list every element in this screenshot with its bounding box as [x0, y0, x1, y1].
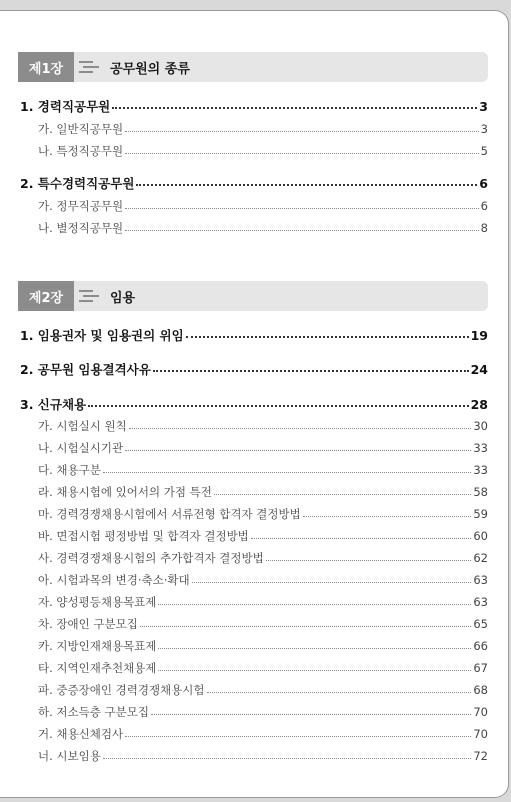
- entry-page: 58: [473, 485, 488, 499]
- entry-title: 카. 지방인재채용목표제: [38, 639, 157, 653]
- toc-entry[interactable]: [38, 615, 488, 633]
- entry-title: 바. 면접시험 평정방법 및 합격자 결정방법: [38, 529, 249, 543]
- dot-leader: [151, 714, 471, 715]
- entry-title: 가. 일반직공무원: [38, 122, 124, 136]
- entry-title: 사. 경력경쟁채용시험의 추가합격자 결정방법: [38, 551, 264, 565]
- entry-title: 나. 별정직공무원: [38, 221, 124, 235]
- dot-leader: [112, 107, 477, 109]
- entry-page: 33: [473, 463, 488, 477]
- stacked-lines-icon: [76, 281, 102, 311]
- toc-entry[interactable]: [38, 461, 488, 479]
- entry-page: 70: [473, 727, 488, 741]
- entry-title: 다. 채용구분: [38, 463, 101, 477]
- entry-page: 60: [473, 529, 488, 543]
- toc-entry[interactable]: [38, 505, 488, 523]
- toc-entry[interactable]: [38, 725, 488, 743]
- entry-title: 나. 시험실시기관: [38, 441, 124, 455]
- dot-leader: [186, 336, 469, 338]
- dot-leader: [125, 230, 479, 231]
- entry-title: 자. 양성평등채용목표제: [38, 595, 157, 609]
- entry-page: 70: [473, 705, 488, 719]
- dot-leader: [251, 538, 472, 539]
- toc-entry[interactable]: [38, 142, 488, 160]
- entry-page: 62: [473, 551, 488, 565]
- entry-title: 1. 임용권자 및 임용권의 위임: [20, 328, 184, 343]
- dot-leader: [158, 648, 471, 649]
- toc-entry[interactable]: [38, 747, 488, 765]
- entry-page: 19: [470, 327, 488, 343]
- entry-title: 가. 시험실시 원칙: [38, 419, 127, 433]
- entry-page: 33: [473, 441, 488, 455]
- entry-title: 아. 시험과목의 변경·축소·확대: [38, 573, 190, 587]
- toc-entry[interactable]: [38, 439, 488, 457]
- entry-page: 3: [479, 98, 488, 114]
- toc-entry[interactable]: [38, 637, 488, 655]
- dot-leader: [125, 736, 471, 737]
- dot-leader: [158, 670, 471, 671]
- toc-entry[interactable]: [20, 326, 488, 344]
- entry-title: 3. 신규채용: [20, 397, 87, 412]
- entry-title: 라. 채용시험에 있어서의 가점 특전: [38, 485, 212, 499]
- toc-entry[interactable]: [20, 395, 488, 413]
- entry-page: 67: [473, 661, 488, 675]
- entry-title: 하. 저소득층 구분모집: [38, 705, 149, 719]
- entry-page: 65: [473, 617, 488, 631]
- dot-leader: [103, 472, 472, 473]
- dot-leader: [153, 370, 469, 372]
- toc-entry[interactable]: [38, 219, 488, 237]
- entry-page: 5: [480, 144, 488, 158]
- chapter-2-header: [18, 281, 488, 311]
- toc-page: [0, 10, 509, 798]
- chapter-2-title: 임용: [110, 290, 136, 306]
- chapter-1-header: [18, 52, 488, 82]
- dot-leader: [125, 153, 479, 154]
- chapter-1-label: 제1장: [18, 52, 74, 82]
- toc-entry[interactable]: [38, 659, 488, 677]
- entry-title: 가. 정무직공무원: [38, 199, 124, 213]
- dot-leader: [88, 405, 468, 407]
- entry-title: 너. 시보임용: [38, 749, 101, 763]
- toc-entry[interactable]: [38, 120, 488, 138]
- entry-title: 2. 특수경력직공무원: [20, 176, 135, 191]
- entry-title: 타. 지역인재추천채용제: [38, 661, 157, 675]
- dot-leader: [140, 626, 472, 627]
- entry-page: 28: [470, 396, 488, 412]
- toc-entry[interactable]: [38, 593, 488, 611]
- dot-leader: [103, 758, 472, 759]
- entry-title: 마. 경력경쟁채용시험에서 서류전형 합격자 결정방법: [38, 507, 301, 521]
- toc-entry[interactable]: [38, 527, 488, 545]
- entry-page: 72: [473, 749, 488, 763]
- toc-entry[interactable]: [38, 681, 488, 699]
- entry-page: 63: [473, 595, 488, 609]
- toc-entry[interactable]: [38, 483, 488, 501]
- dot-leader: [125, 131, 479, 132]
- dot-leader: [125, 450, 471, 451]
- chapter-2-label: 제2장: [18, 281, 74, 311]
- entry-page: 66: [473, 639, 488, 653]
- dot-leader: [136, 184, 477, 186]
- toc-entry[interactable]: [38, 703, 488, 721]
- toc-entry[interactable]: [20, 97, 488, 115]
- toc-entry[interactable]: [20, 360, 488, 378]
- dot-leader: [125, 208, 479, 209]
- entry-page: 59: [473, 507, 488, 521]
- entry-page: 6: [480, 199, 488, 213]
- entry-page: 68: [473, 683, 488, 697]
- entry-title: 1. 경력직공무원: [20, 99, 111, 114]
- dot-leader: [207, 692, 472, 693]
- dot-leader: [303, 516, 472, 517]
- dot-leader: [129, 428, 472, 429]
- toc-entry[interactable]: [38, 571, 488, 589]
- entry-title: 2. 공무원 임용결격사유: [20, 362, 151, 377]
- chapter-1-title: 공무원의 종류: [110, 61, 190, 77]
- entry-page: 63: [473, 573, 488, 587]
- entry-title: 거. 채용신체검사: [38, 727, 124, 741]
- entry-page: 8: [480, 221, 488, 235]
- entry-title: 파. 중증장애인 경력경쟁채용시험: [38, 683, 205, 697]
- dot-leader: [214, 494, 472, 495]
- entry-page: 3: [480, 122, 488, 136]
- dot-leader: [158, 604, 471, 605]
- stacked-lines-icon: [76, 52, 102, 82]
- entry-page: 30: [473, 419, 488, 433]
- toc-entry[interactable]: [20, 174, 488, 192]
- entry-title: 차. 장애인 구분모집: [38, 617, 138, 631]
- dot-leader: [192, 582, 472, 583]
- entry-page: 6: [479, 175, 488, 191]
- toc-entry[interactable]: [38, 549, 488, 567]
- entry-page: 24: [470, 361, 488, 377]
- dot-leader: [266, 560, 472, 561]
- toc-entry[interactable]: [38, 197, 488, 215]
- entry-title: 나. 특정직공무원: [38, 144, 124, 158]
- toc-entry[interactable]: [38, 417, 488, 435]
